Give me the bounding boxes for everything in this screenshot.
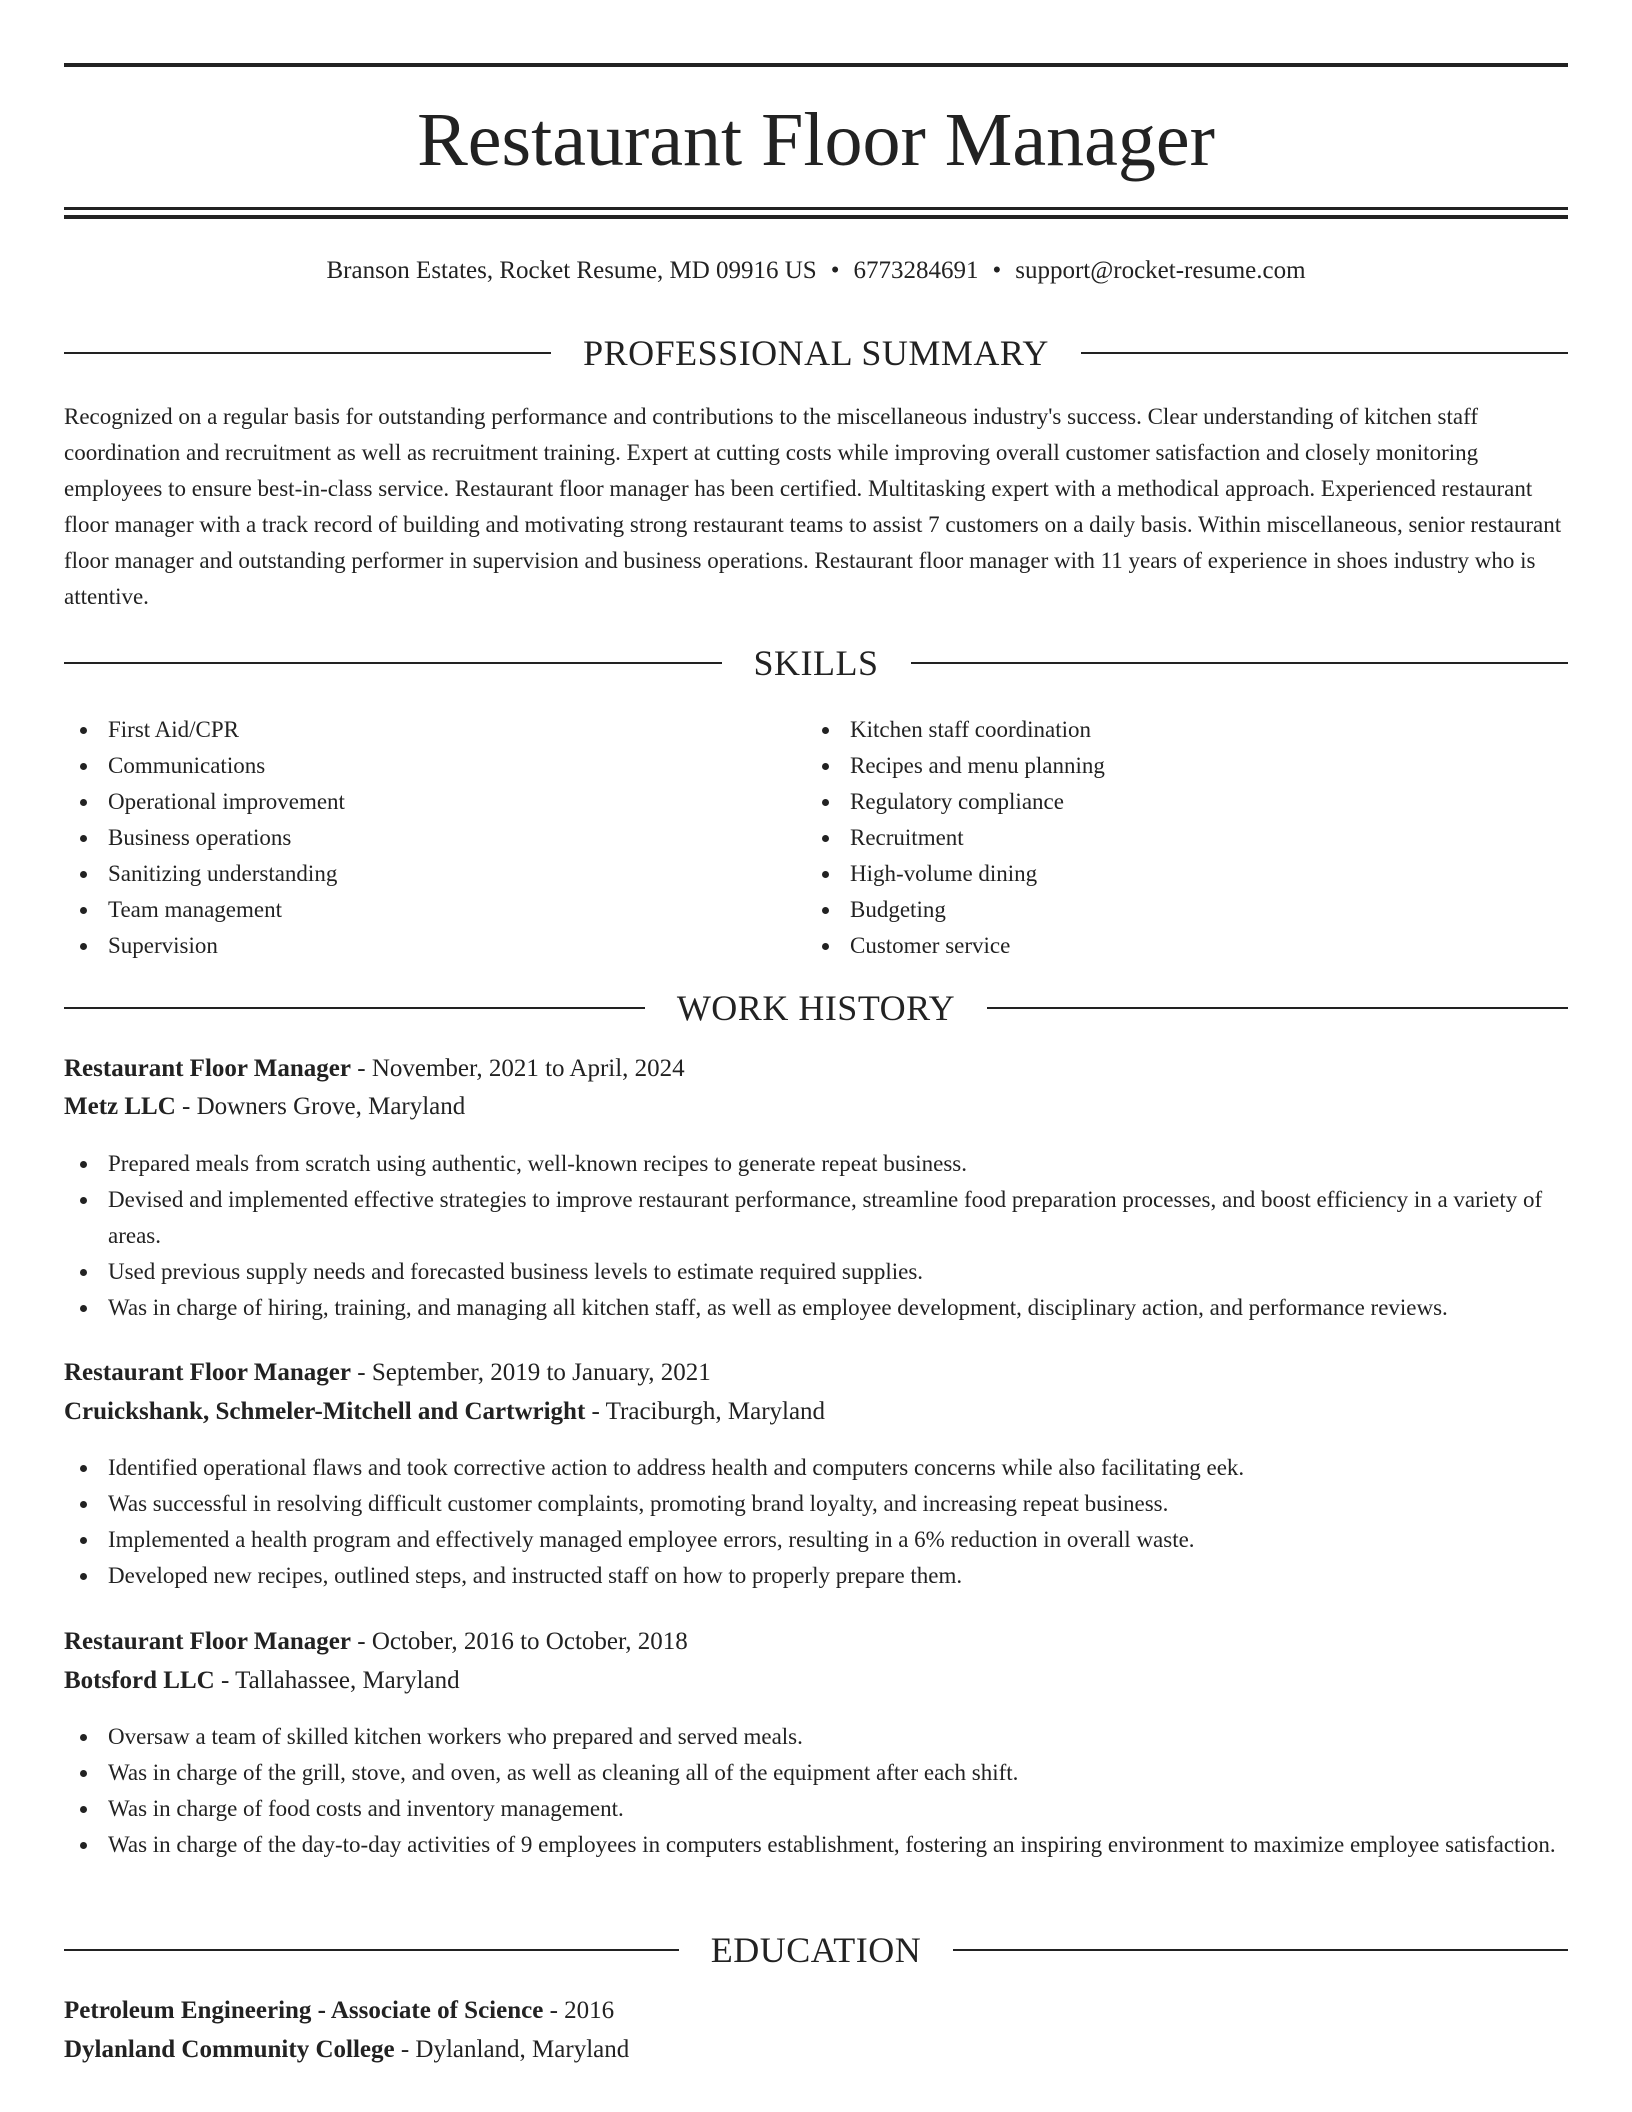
job-bullet: Implemented a health program and effectively managed employee errors, resulting in a 6% reduction in overall waste. (64, 1522, 1568, 1558)
summary-text: Recognized on a regular basis for outstanding performance and contributions to the miscellaneous industry's success. Clear understanding of kitchen staff coordination and recruitment as well as recruitment training. Expert at cutting costs while improving overall customer satisfaction and closely monitoring employees to ensure best-in-class service. Restaurant floor manager has been certified. Multitasking expert with a methodical approach. Experienced restaurant floor manager with a track record of building and motivating strong restaurant teams to assist 7 customers on a daily basis. Within miscellaneous, senior restaurant floor manager and outstanding performer in supervision and business operations. Restaurant floor manager with 11 years of experience in shoes industry who is attentive. (64, 404, 1562, 609)
job-location: - Traciburgh, Maryland (585, 1398, 826, 1425)
skill-item: Regulatory compliance (806, 784, 1546, 820)
section-title: WORK HISTORY (676, 988, 956, 1028)
divider (911, 662, 1569, 664)
resume-name: Restaurant Floor Manager (417, 98, 1215, 182)
skills-heading (64, 641, 1568, 685)
skill-item: Kitchen staff coordination (806, 712, 1546, 748)
job-title: Restaurant Floor Manager (64, 1628, 351, 1655)
skill-item: Supervision (64, 928, 804, 964)
top-rule (64, 63, 1568, 67)
divider (64, 1007, 645, 1009)
contact-line (64, 255, 1568, 287)
job-bullet: Was in charge of food costs and inventory management. (64, 1791, 1568, 1827)
job-dates: - October, 2016 to October, 2018 (351, 1628, 688, 1655)
job-bullet: Was in charge of the grill, stove, and oven, as well as cleaning all of the equipment after each shift. (64, 1755, 1568, 1791)
work-history-heading (64, 986, 1568, 1030)
section-title: PROFESSIONAL SUMMARY (583, 333, 1049, 373)
skill-item: Recruitment (806, 820, 1546, 856)
job-company: Metz LLC (64, 1093, 176, 1120)
job-bullet: Identified operational flaws and took corrective action to address health and computers concerns while also facilitating eek. (64, 1450, 1568, 1486)
education-heading (64, 1928, 1568, 1972)
education-school: Dylanland Community College (64, 2036, 395, 2063)
job-title: Restaurant Floor Manager (64, 1055, 351, 1082)
contact-address: Branson Estates, Rocket Resume, MD 09916 US (326, 257, 817, 284)
job-location: - Tallahassee, Maryland (214, 1667, 460, 1694)
skill-item: Business operations (64, 820, 804, 856)
job-dates: - September, 2019 to January, 2021 (351, 1359, 711, 1386)
section-title: SKILLS (753, 643, 879, 683)
job-title: Restaurant Floor Manager (64, 1359, 351, 1386)
contact-email: support@rocket-resume.com (1015, 257, 1306, 284)
education-degree-line (64, 1992, 1568, 2030)
divider (64, 1949, 679, 1951)
job-company-line (64, 1088, 1568, 1126)
skills-list-left (64, 712, 804, 964)
job-bullet: Devised and implemented effective strategies to improve restaurant performance, streamline food preparation processes, and boost efficiency in a variety of areas. (64, 1182, 1568, 1254)
skill-item: First Aid/CPR (64, 712, 804, 748)
job-title-line (64, 1623, 1568, 1661)
skill-item: High-volume dining (806, 856, 1546, 892)
job-bullet: Oversaw a team of skilled kitchen workers who prepared and served meals. (64, 1719, 1568, 1755)
job-company: Cruickshank, Schmeler-Mitchell and Cartwright (64, 1398, 586, 1425)
skills-list-right (806, 712, 1546, 964)
job-dates: - November, 2021 to April, 2024 (351, 1055, 685, 1082)
job-bullets (64, 1450, 1568, 1594)
job-bullet: Was successful in resolving difficult customer complaints, promoting brand loyalty, and increasing repeat business. (64, 1486, 1568, 1522)
skill-item: Customer service (806, 928, 1546, 964)
job-company-line (64, 1393, 1568, 1431)
contact-phone: 6773284691 (853, 257, 979, 284)
education-school-line (64, 2031, 1568, 2069)
job-bullet: Was in charge of the day-to-day activities of 9 employees in computers establishment, fostering an inspiring environment to maximize employee satisfaction. (64, 1827, 1568, 1863)
bullet-separator: • (992, 257, 1002, 284)
job-bullets (64, 1146, 1568, 1326)
summary-heading (64, 331, 1568, 375)
header-rule (64, 207, 1568, 210)
education-location: - Dylanland, Maryland (394, 2036, 630, 2063)
job-company: Botsford LLC (64, 1667, 215, 1694)
education-year: - 2016 (543, 1997, 615, 2024)
header-rule (64, 215, 1568, 219)
job-bullet: Developed new recipes, outlined steps, and instructed staff on how to properly prepare them. (64, 1558, 1568, 1594)
divider (64, 662, 722, 664)
job-bullet: Used previous supply needs and forecasted business levels to estimate required supplies. (64, 1254, 1568, 1290)
job-bullet: Prepared meals from scratch using authentic, well-known recipes to generate repeat business. (64, 1146, 1568, 1182)
job-title-line (64, 1354, 1568, 1392)
skill-item: Sanitizing understanding (64, 856, 804, 892)
bullet-separator: • (830, 257, 840, 284)
skill-item: Budgeting (806, 892, 1546, 928)
job-bullet: Was in charge of hiring, training, and managing all kitchen staff, as well as employee development, disciplinary action, and performance reviews. (64, 1290, 1568, 1326)
job-location: - Downers Grove, Maryland (175, 1093, 466, 1120)
divider (64, 352, 551, 354)
job-title-line (64, 1050, 1568, 1088)
education-degree: Petroleum Engineering - Associate of Science (64, 1997, 544, 2024)
divider (953, 1949, 1568, 1951)
divider (987, 1007, 1568, 1009)
skill-item: Communications (64, 748, 804, 784)
section-title: EDUCATION (710, 1930, 922, 1970)
job-bullets (64, 1719, 1568, 1863)
divider (1081, 352, 1568, 354)
skill-item: Team management (64, 892, 804, 928)
skill-item: Recipes and menu planning (806, 748, 1546, 784)
skill-item: Operational improvement (64, 784, 804, 820)
job-company-line (64, 1662, 1568, 1700)
